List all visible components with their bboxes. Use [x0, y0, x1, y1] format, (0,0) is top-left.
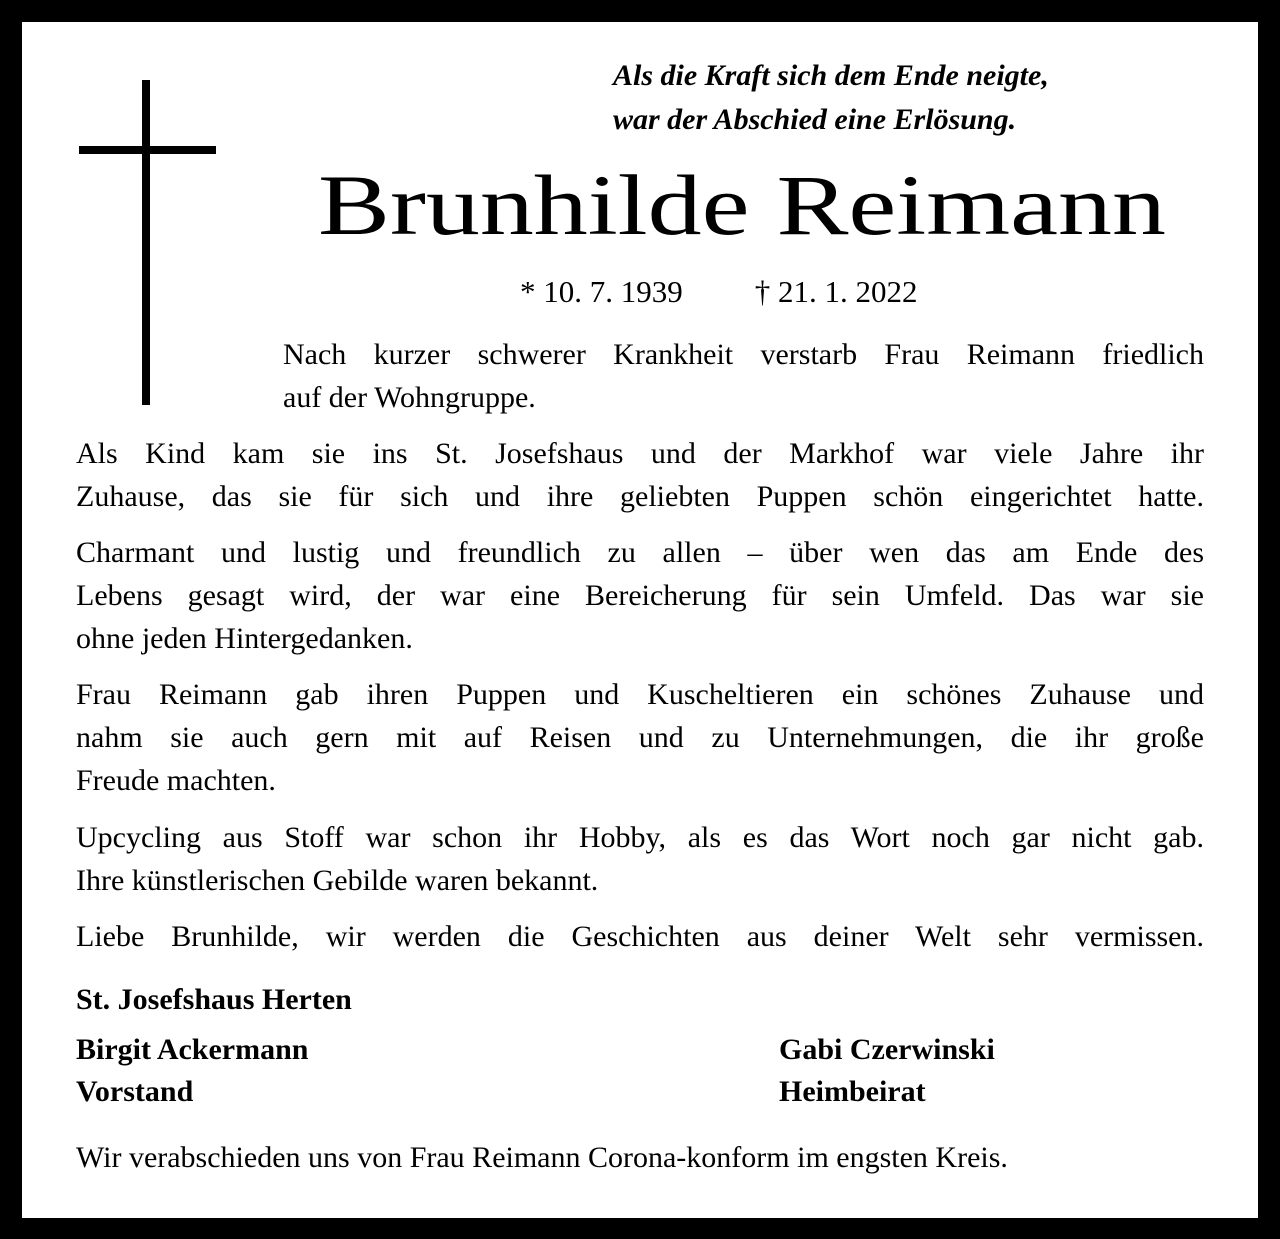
cross-icon — [142, 80, 150, 405]
motto-line-1: Als die Kraft sich dem Ende neigte, — [613, 59, 1049, 92]
paragraph-2-line-1: Charmant und lustig und freundlich zu allen – über wen das am Ende des — [76, 536, 1204, 569]
paragraph-2-line-3: ohne jeden Hintergedanken. — [76, 622, 413, 655]
cross-icon-bar — [79, 146, 216, 154]
intro-line-1: Nach kurzer schwerer Krankheit verstarb Frau Reimann friedlich — [283, 338, 1204, 371]
paragraph-3-line-2: nahm sie auch gern mit auf Reisen und zu Unternehmungen, die ihr große — [76, 721, 1204, 754]
life-dates — [520, 272, 918, 312]
signatory-2-role: Heimbeirat — [779, 1075, 926, 1108]
death-date: † 21. 1. 2022 — [754, 274, 918, 309]
birth-date: * 10. 7. 1939 — [520, 274, 683, 309]
paragraph-5-line-1: Liebe Brunhilde, wir werden die Geschichten aus deiner Welt sehr vermissen. — [76, 920, 1204, 953]
signatory-1-role: Vorstand — [76, 1075, 194, 1108]
paragraph-1-line-1: Als Kind kam sie ins St. Josefshaus und der Markhof war viele Jahre ihr — [76, 437, 1204, 470]
motto — [613, 54, 1213, 142]
closing-note: Wir verabschieden uns von Frau Reimann Corona-konform im engsten Kreis. — [76, 1141, 1008, 1174]
paragraph-4-line-1: Upcycling aus Stoff war schon ihr Hobby, als es das Wort noch gar nicht gab. — [76, 821, 1204, 854]
paragraph-3-line-3: Freude machten. — [76, 764, 276, 797]
paragraph-2-line-2: Lebens gesagt wird, der war eine Bereicherung für sein Umfeld. Das war sie — [76, 579, 1204, 612]
paragraph-1-line-2: Zuhause, das sie für sich und ihre geliebten Puppen schön eingerichtet hatte. — [76, 480, 1204, 513]
signatory-1-name: Birgit Ackermann — [76, 1033, 309, 1066]
paragraph-3-line-1: Frau Reimann gab ihren Puppen und Kuscheltieren ein schönes Zuhause und — [76, 678, 1204, 711]
intro-line-2: auf der Wohngruppe. — [283, 381, 536, 414]
motto-line-2: war der Abschied eine Erlösung. — [613, 103, 1017, 136]
signatory-2-name: Gabi Czerwinski — [779, 1033, 995, 1066]
paragraph-4-line-2: Ihre künstlerischen Gebilde waren bekannt. — [76, 864, 599, 897]
organization-name: St. Josefshaus Herten — [76, 983, 352, 1016]
deceased-name: Brunhilde Reimann — [318, 157, 1166, 253]
